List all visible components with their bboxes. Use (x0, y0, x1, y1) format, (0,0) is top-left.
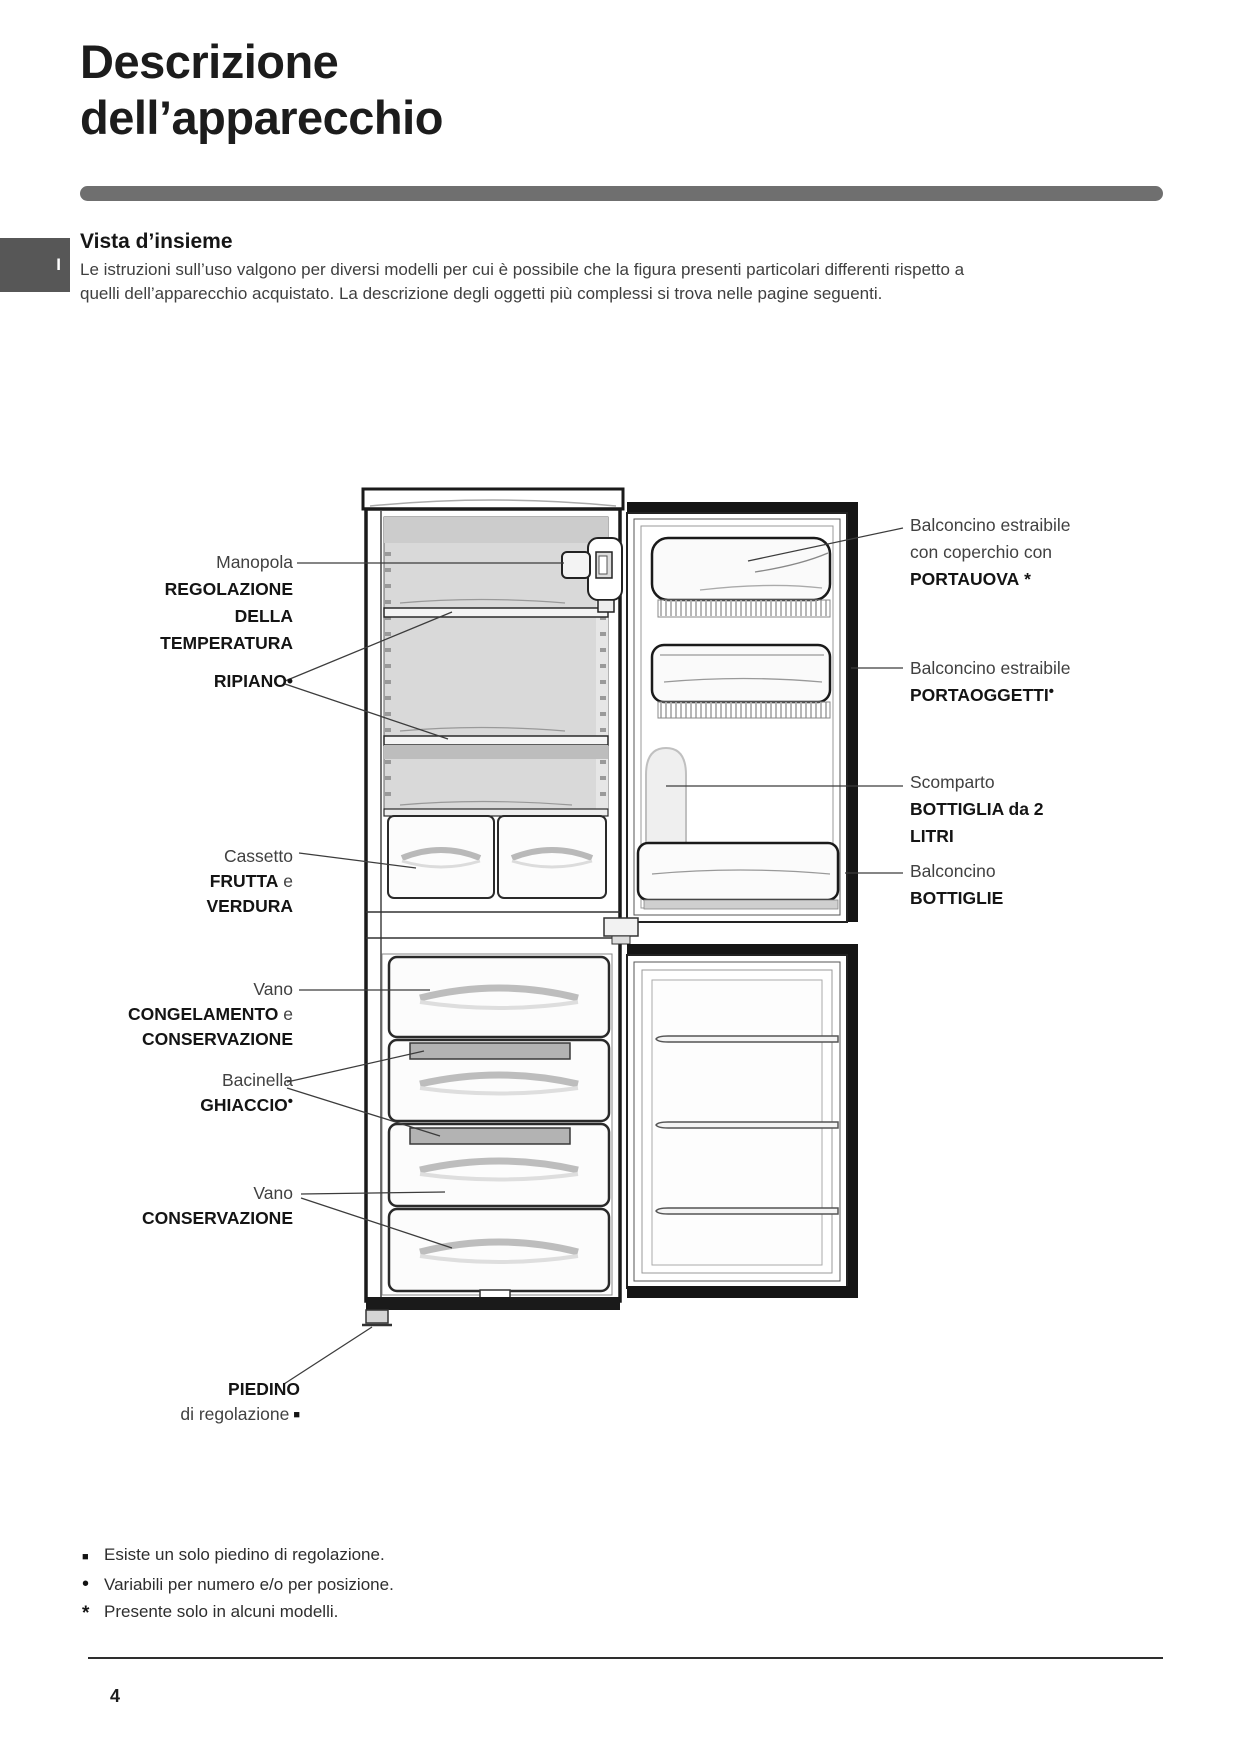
label-text: CONSERVAZIONE (141, 1029, 293, 1049)
freezer-drawer-2 (389, 1040, 609, 1121)
label-balconcino-bottiglie (910, 858, 1200, 912)
label-text: BOTTIGLIE (910, 888, 1004, 908)
fridge-cabinet (362, 489, 623, 1325)
fridge-door (604, 502, 858, 944)
footnote-modelli (82, 1598, 394, 1625)
label-manopola-temperatura (48, 549, 293, 657)
label-text: LITRI (910, 826, 954, 846)
footnote-piedino (82, 1541, 394, 1571)
label-vano-congelamento (48, 977, 293, 1052)
footnote-variabili (82, 1571, 394, 1598)
label-text: GHIACCIO (200, 1095, 288, 1115)
bullet-marker: • (287, 1094, 293, 1110)
label-scomparto-bottiglia (910, 769, 1200, 850)
label-piedino (48, 1377, 300, 1430)
square-marker: ■ (293, 1409, 300, 1421)
label-text: RIPIANO (213, 671, 287, 691)
label-vano-conservazione (48, 1181, 293, 1231)
label-text: e (278, 871, 293, 891)
asterisk-marker: * (82, 1603, 90, 1624)
label-text: Bacinella (221, 1070, 293, 1090)
crisper-drawer-left (388, 816, 494, 898)
label-text: Balconcino estraibile (910, 658, 1071, 678)
label-text: con coperchio con (910, 542, 1053, 562)
footnotes (82, 1541, 394, 1625)
label-text: Vano (253, 1183, 293, 1203)
label-text: Balconcino (910, 861, 996, 881)
page-title-line1: Descrizione (80, 35, 339, 88)
footnote-text: Esiste un solo piedino di regolazione. (104, 1545, 385, 1564)
label-portaoggetti (910, 655, 1200, 711)
language-tab-label: I (56, 255, 61, 274)
freezer-drawer-3 (389, 1124, 609, 1206)
ice-tray-1 (410, 1043, 570, 1059)
ice-tray-2 (410, 1128, 570, 1144)
label-text: CONSERVAZIONE (141, 1208, 293, 1228)
page-title-line2: dell’apparecchio (80, 91, 443, 144)
label-cassetto-frutta-verdura (48, 844, 293, 919)
label-text: CONGELAMENTO (128, 1004, 279, 1024)
footnote-text: Presente solo in alcuni modelli. (104, 1602, 339, 1621)
label-text: Manopola (216, 552, 293, 572)
label-text: e (278, 1004, 293, 1024)
freezer-drawer-1 (389, 957, 609, 1037)
label-ripiano (48, 668, 293, 695)
label-text: VERDURA (206, 896, 293, 916)
leveling-foot (362, 1310, 392, 1325)
label-text: DELLA (234, 606, 293, 626)
footer-rule (88, 1657, 1163, 1659)
freezer-door-rib-2 (656, 1122, 838, 1128)
bullet-marker: • (286, 671, 293, 691)
intro-line1: Le istruzioni sull’uso valgono per diversi modelli per cui è possibile che la figura presenti particolari differenti rispetto a (80, 260, 965, 279)
bottle-balcony (638, 843, 838, 909)
two-litre-bottle (646, 748, 686, 852)
label-text: BOTTIGLIA da 2 (910, 799, 1044, 819)
square-marker: ■ (82, 1551, 89, 1563)
page-number: 4 (110, 1686, 121, 1706)
label-text: Balconcino estraibile (910, 515, 1071, 535)
freezer-door-rib-3 (656, 1208, 838, 1214)
label-text: di regolazione (180, 1404, 290, 1424)
label-text: PORTAOGGETTI (910, 685, 1049, 705)
footnote-text: Variabili per numero e/o per posizione. (104, 1575, 394, 1594)
label-portauova (910, 512, 1200, 593)
label-text: PIEDINO (228, 1379, 300, 1399)
label-text: Cassetto (223, 846, 293, 866)
label-text: PORTAUOVA (910, 569, 1020, 589)
bullet-marker: • (1048, 684, 1054, 700)
freezer-door (627, 944, 858, 1298)
freezer-door-rib-1 (656, 1036, 838, 1042)
section-heading: Vista d’insieme (80, 230, 233, 253)
label-text: REGOLAZIONE (164, 579, 293, 599)
asterisk-marker: * (1024, 569, 1031, 589)
label-text: Vano (253, 979, 293, 999)
intro-line2: quelli dell’apparecchio acquistato. La descrizione degli oggetti più complessi si trova nelle pagine seguenti. (80, 283, 883, 303)
bullet-marker: • (82, 1573, 90, 1595)
crisper-drawer-right (498, 816, 606, 898)
label-bacinella-ghiaccio (48, 1068, 293, 1120)
label-text: TEMPERATURA (160, 633, 293, 653)
freezer-drawer-4 (389, 1209, 609, 1291)
label-text: Scomparto (910, 772, 995, 792)
label-text: FRUTTA (209, 871, 279, 891)
